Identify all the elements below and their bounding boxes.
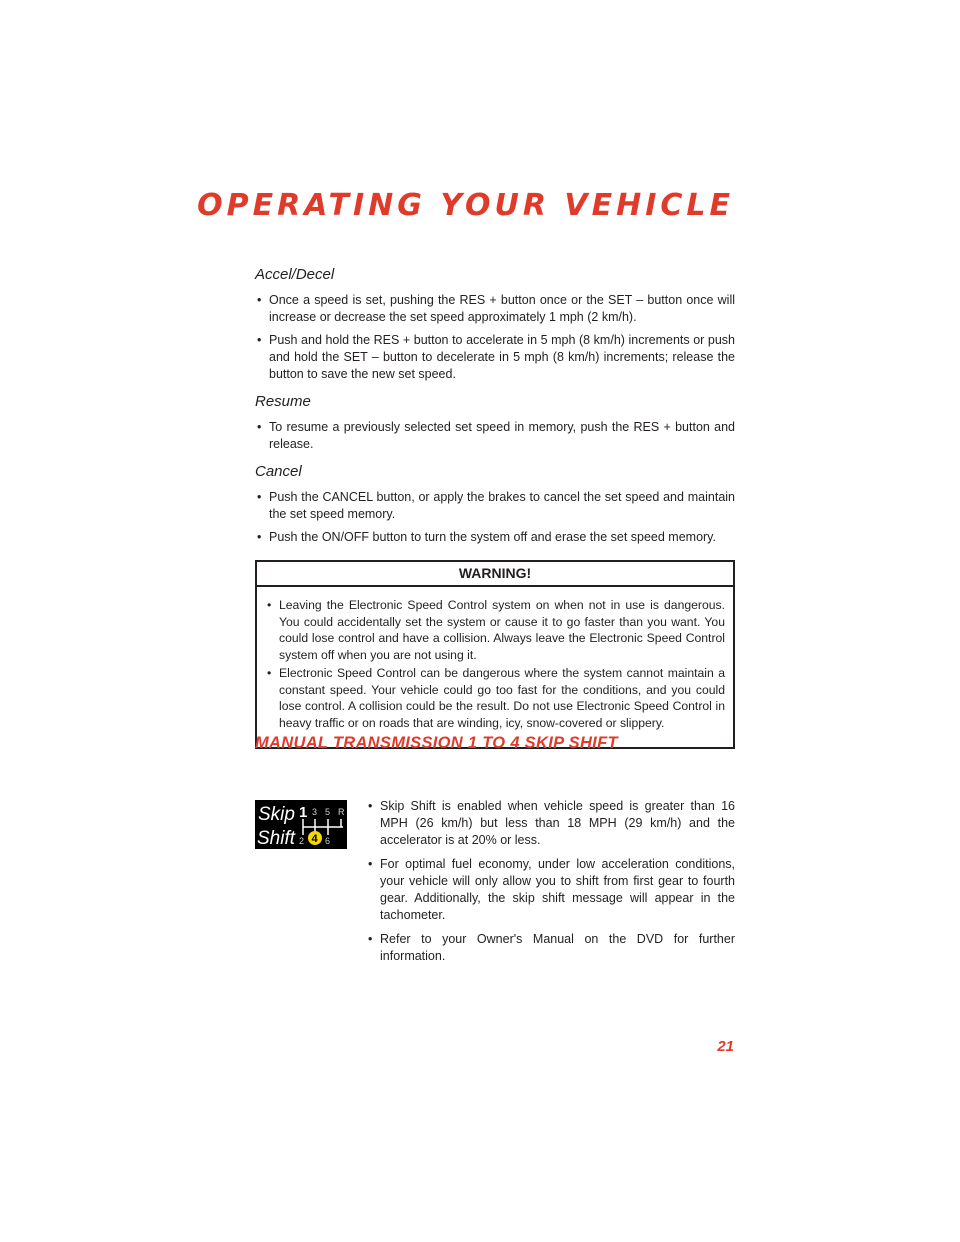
warning-list	[265, 597, 725, 731]
gear-label-4: 4	[311, 833, 318, 845]
list-item: • For optimal fuel economy, under low acceleration conditions, your vehicle will only allow you to shift from first gear to fourth gear. Additionally, the skip shift message will appear in the tachometer.	[366, 856, 735, 924]
skip-icon-text-line1: Skip	[258, 804, 295, 825]
list-item: • Leaving the Electronic Speed Control system on when not in use is dangerous. You could accidentally set the system or cause it to go faster than you want. You could lose control and have a collision. Always leave the Electronic Speed Control system off when you are not using it.	[265, 597, 725, 663]
list-item: • Electronic Speed Control can be dangerous where the system cannot maintain a constant speed. Your vehicle could go too fast for the conditions, and you could lose control. A collision could be the result. Do not use Electronic Speed Control in heavy traffic or on roads that are winding, icy, snow-covered or slippery.	[265, 665, 725, 731]
gear-label-5: 5	[325, 807, 331, 817]
main-content	[255, 266, 735, 749]
list-item: • To resume a previously selected set speed in memory, push the RES + button and release.	[255, 419, 735, 453]
list-item: • Push the CANCEL button, or apply the brakes to cancel the set speed and maintain the set speed memory.	[255, 489, 735, 523]
list-item: • Skip Shift is enabled when vehicle speed is greater than 16 MPH (26 km/h) but less than 18 MPH (29 km/h) and the accelerator is at 20% or less.	[366, 798, 735, 849]
gear-label-6: 6	[325, 836, 331, 846]
warning-box	[255, 560, 735, 749]
accel-decel-heading: Accel/Decel	[255, 266, 335, 283]
list-item: • Refer to your Owner's Manual on the DVD for further information.	[366, 931, 735, 965]
gear-label-3: 3	[312, 807, 318, 817]
skip-shift-title: MANUAL TRANSMISSION 1 TO 4 SKIP SHIFT	[255, 734, 618, 752]
skip-shift-list	[366, 798, 735, 965]
warning-title: WARNING!	[257, 562, 733, 587]
gear-label-2: 2	[299, 836, 305, 846]
cancel-list	[255, 489, 735, 546]
accel-decel-list	[255, 292, 735, 383]
list-item: • Push the ON/OFF button to turn the system off and erase the set speed memory.	[255, 529, 735, 546]
page-number: 21	[717, 1038, 734, 1055]
page-title: OPERATING YOUR VEHICLE	[197, 188, 734, 223]
resume-list	[255, 419, 735, 453]
warning-body	[257, 587, 733, 747]
skip-icon-text-line2: Shift	[257, 828, 296, 849]
skip-shift-icon	[255, 800, 347, 849]
gear-label-r: R	[338, 807, 345, 817]
list-item: • Once a speed is set, pushing the RES + button once or the SET – button once will increase or decrease the set speed approximately 1 mph (2 km/h).	[255, 292, 735, 326]
skip-shift-list-container	[366, 798, 735, 975]
list-item: • Push and hold the RES + button to accelerate in 5 mph (8 km/h) increments or push and hold the SET – button to decelerate in 5 mph (8 km/h) increments; release the button to save the new set speed.	[255, 332, 735, 383]
cancel-heading: Cancel	[255, 463, 302, 480]
gear-label-1: 1	[299, 804, 308, 821]
resume-heading: Resume	[255, 393, 311, 410]
